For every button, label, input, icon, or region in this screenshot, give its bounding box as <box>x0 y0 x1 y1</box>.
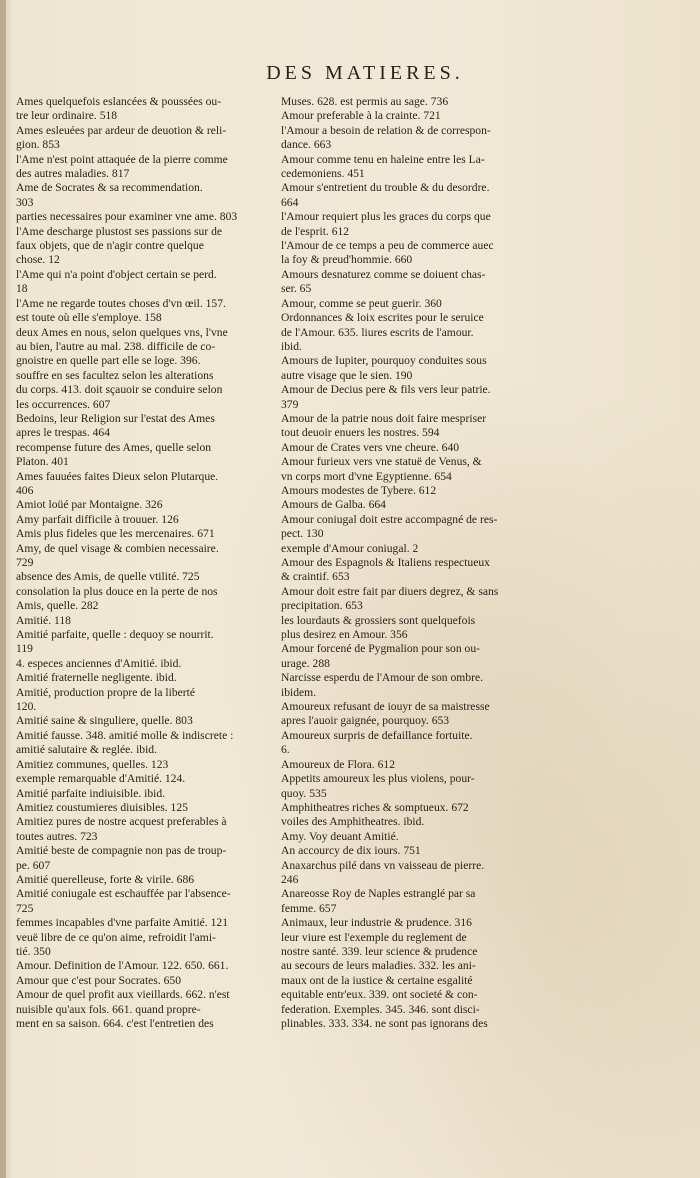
index-line: Amours modestes de Tybere. 612 <box>281 483 437 497</box>
index-line: Amour furieux vers vne statuë de Venus, & <box>281 455 482 469</box>
index-line: nuisible qu'aux fols. 661. quand propre- <box>16 1002 201 1016</box>
index-line: deux Ames en nous, selon quelques vns, l'vne <box>16 325 228 339</box>
index-line: les lourdauts & grossiers sont quelquefois <box>281 613 476 627</box>
index-line: Amitié. 118 <box>16 613 71 627</box>
index-line: cedemoniens. 451 <box>281 167 365 181</box>
index-line: amitié salutaire & reglée. ibid. <box>16 743 158 757</box>
index-line: & craintif. 653 <box>281 570 350 584</box>
index-line: tout deuoir enuers les nostres. 594 <box>281 426 440 440</box>
index-line: ibid. <box>281 339 302 353</box>
index-line: des autres maladies. 817 <box>16 167 130 181</box>
index-line: Amour des Espagnols & Italiens respectueux <box>281 556 490 569</box>
index-line: Platon. 401 <box>16 455 69 469</box>
index-line: Amy, de quel visage & combien necessaire. <box>16 541 219 555</box>
index-line: 6. <box>281 743 290 757</box>
index-column-left <box>16 95 274 1031</box>
index-line: Bedoins, leur Religion sur l'estat des Ames <box>16 411 215 425</box>
index-line: Ames quelquefois eslancées & poussées ou- <box>16 95 222 108</box>
index-line: apres le trespas. 464 <box>16 426 111 440</box>
index-line: apres l'auoir gaignée, pourquoy. 653 <box>281 714 450 728</box>
index-line: l'Ame qui n'a point d'object certain se perd. <box>16 267 217 281</box>
index-line: 120. <box>16 700 37 714</box>
index-line: souffre en ses facultez selon les alterations <box>16 368 214 382</box>
index-line: de l'Amour. 635. liures escrits de l'amour. <box>281 325 474 339</box>
index-line: au bien, l'autre au mal. 238. difficile de co- <box>16 339 216 353</box>
index-line: Amitiez pures de nostre acquest preferables à <box>16 815 227 829</box>
index-line: Amitié parfaite indiuisible. ibid. <box>16 786 166 800</box>
index-line: parties necessaires pour examiner vne ame. 803 <box>16 210 238 224</box>
index-line: tre leur ordinaire. 518 <box>16 109 118 123</box>
index-line: les occurrences. 607 <box>16 397 111 411</box>
index-line: 246 <box>281 872 299 886</box>
index-line: toutes autres. 723 <box>16 829 98 843</box>
index-line: chose. 12 <box>16 253 60 267</box>
index-line: Amitié querelleuse, forte & virile. 686 <box>16 872 195 886</box>
index-line: Amour preferable à la crainte. 721 <box>281 109 441 123</box>
index-line: au secours de leurs maladies. 332. les ani- <box>281 959 476 973</box>
index-line: plinables. 333. 334. ne sont pas ignorans des <box>281 1017 488 1030</box>
index-line: Amy. Voy deuant Amitié. <box>281 829 399 843</box>
index-line: Anaxarchus pilé dans vn vaisseau de pierre. <box>281 858 485 872</box>
index-line: Amour s'entretient du trouble & du desordre. <box>281 181 490 195</box>
index-line: l'Ame ne regarde toutes choses d'vn œil. 157. <box>16 296 226 310</box>
index-line: la foy & preud'hommie. 660 <box>281 253 413 267</box>
index-line: l'Amour de ce temps a peu de commerce auec <box>281 239 494 253</box>
index-line: Ame de Socrates & sa recommendation. <box>16 181 203 195</box>
index-line: Amour. Definition de l'Amour. 122. 650. 661. <box>16 959 229 973</box>
page-edge <box>0 0 6 1178</box>
index-line: equitable entr'eux. 339. ont societé & con- <box>281 988 478 1002</box>
index-line: Amy parfait difficile à trouuer. 126 <box>16 512 179 526</box>
index-line: gnoistre en quelle part elle se loge. 396. <box>16 354 201 368</box>
index-line: l'Ame n'est point attaquée de la pierre comme <box>16 152 228 166</box>
index-line: Ames esleuées par ardeur de deuotion & reli- <box>16 123 227 137</box>
index-line: quoy. 535 <box>281 786 327 800</box>
index-line: Amour forcené de Pygmalion pour son ou- <box>281 642 480 656</box>
index-line: Amoureux de Flora. 612 <box>281 757 395 771</box>
index-line: Amour, comme se peut guerir. 360 <box>281 296 442 310</box>
index-line: 729 <box>16 556 34 569</box>
index-line: Amours de Iupiter, pourquoy conduites sous <box>281 354 487 368</box>
index-line: du corps. 413. doit sçauoir se conduire selon <box>16 383 223 397</box>
index-line: Amitié saine & singuliere, quelle. 803 <box>16 714 193 728</box>
index-line: Amiot loüé par Montaigne. 326 <box>16 498 163 512</box>
index-line: Amitiez communes, quelles. 123 <box>16 757 169 771</box>
index-line: 4. especes anciennes d'Amitié. ibid. <box>16 656 182 670</box>
index-line: ment en sa saison. 664. c'est l'entretien des <box>16 1017 214 1030</box>
index-line: nostre santé. 339. leur science & prudence <box>281 944 478 958</box>
index-line: voiles des Amphitheatres. ibid. <box>281 815 425 829</box>
index-line: Amour de Crates vers vne cheure. 640 <box>281 440 460 454</box>
index-line: dance. 663 <box>281 138 332 152</box>
index-line: Muses. 628. est permis au sage. 736 <box>281 95 449 108</box>
index-line: Amour doit estre fait par diuers degrez, & sans <box>281 584 499 598</box>
index-line: Amitié beste de compagnie non pas de troup- <box>16 844 227 858</box>
index-line: Amoureux refusant de iouyr de sa maistresse <box>281 700 490 714</box>
index-line: 18 <box>16 282 28 296</box>
index-line: tié. 350 <box>16 944 51 958</box>
index-line: veuë libre de ce qu'on aime, refroidit l'ami- <box>16 930 216 944</box>
index-line: Amphitheatres riches & somptueux. 672 <box>281 800 469 814</box>
index-line: 379 <box>281 397 299 411</box>
index-line: Amoureux surpris de defaillance fortuite. <box>281 728 473 742</box>
index-line: Amours de Galba. 664 <box>281 498 386 512</box>
index-line: 406 <box>16 483 34 497</box>
index-line: 664 <box>281 195 299 209</box>
index-line: Narcisse esperdu de l'Amour de son ombre. <box>281 671 484 685</box>
index-line: Amitié parfaite, quelle : dequoy se nourrit. <box>16 628 214 642</box>
index-line: Amour coniugal doit estre accompagné de res- <box>281 512 498 526</box>
index-line: l'Ame descharge plustost ses passions sur de <box>16 224 223 238</box>
index-line: 119 <box>16 642 33 656</box>
index-line: Anareosse Roy de Naples estranglé par sa <box>281 887 476 901</box>
index-line: vn corps mort d'vne Egyptienne. 654 <box>281 469 452 483</box>
index-line: est toute où elle s'employe. 158 <box>16 311 162 325</box>
index-line: An accourcy de dix iours. 751 <box>281 844 421 858</box>
index-line: Amitié coniugale est eschauffée par l'absence- <box>16 887 231 901</box>
index-line: maux ont de la iustice & certaine esgalité <box>281 973 473 987</box>
index-line: Amour comme tenu en haleine entre les La- <box>281 152 485 166</box>
index-line: absence des Amis, de quelle vtilité. 725 <box>16 570 200 584</box>
index-line: exemple d'Amour coniugal. 2 <box>281 541 419 555</box>
index-line: Appetits amoureux les plus violens, pour- <box>281 772 475 786</box>
index-line: faux objets, que de n'agir contre quelque <box>16 239 204 253</box>
index-line: ibidem. <box>281 685 317 699</box>
index-line: Amis, quelle. 282 <box>16 599 99 613</box>
index-line: femme. 657 <box>281 901 337 915</box>
index-line: Amours desnaturez comme se doiuent chas- <box>281 267 486 281</box>
index-line: gion. 853 <box>16 138 60 152</box>
index-line: exemple remarquable d'Amitié. 124. <box>16 772 186 786</box>
index-line: precipitation. 653 <box>281 599 363 613</box>
index-line: plus desirez en Amour. 356 <box>281 628 408 642</box>
index-line: 725 <box>16 901 34 915</box>
index-line: Amour de Decius pere & fils vers leur patrie. <box>281 383 491 397</box>
index-line: urage. 288 <box>281 656 330 670</box>
index-line: federation. Exemples. 345. 346. sont disci- <box>281 1002 480 1016</box>
index-line: ser. 65 <box>281 282 312 296</box>
index-line: Ames fauuées faites Dieux selon Plutarque. <box>16 469 219 483</box>
index-line: Ordonnances & loix escrites pour le seruice <box>281 311 484 325</box>
index-line: pe. 607 <box>16 858 51 872</box>
index-line: Animaux, leur industrie & prudence. 316 <box>281 916 472 930</box>
index-line: Amitié, production propre de la liberté <box>16 685 196 699</box>
index-line: femmes incapables d'vne parfaite Amitié. 121 <box>16 916 228 930</box>
index-line: autre visage que le sien. 190 <box>281 368 413 382</box>
index-line: de l'esprit. 612 <box>281 224 350 238</box>
index-line: l'Amour a besoin de relation & de correspon- <box>281 123 491 137</box>
index-line: leur viure est l'exemple du reglement de <box>281 930 467 944</box>
index-line: consolation la plus douce en la perte de nos <box>16 584 218 598</box>
page-header: DES MATIERES. <box>266 62 464 84</box>
index-line: Amitié fausse. 348. amitié molle & indiscrete : <box>16 728 234 742</box>
index-line: Amis plus fideles que les mercenaires. 671 <box>16 527 215 541</box>
index-line: Amitiez coustumieres diuisibles. 125 <box>16 800 188 814</box>
index-line: recompense future des Ames, quelle selon <box>16 440 212 454</box>
index-line: Amitié fraternelle negligente. ibid. <box>16 671 177 685</box>
index-line: l'Amour requiert plus les graces du corps que <box>281 210 491 224</box>
index-line: Amour de la patrie nous doit faire mespriser <box>281 411 487 425</box>
index-line: Amour de quel profit aux vieillards. 662. n'est <box>16 988 230 1002</box>
index-column-right <box>281 95 527 1031</box>
index-line: Amour que c'est pour Socrates. 650 <box>16 973 182 987</box>
index-line: pect. 130 <box>281 527 324 541</box>
index-line: 303 <box>16 195 34 209</box>
